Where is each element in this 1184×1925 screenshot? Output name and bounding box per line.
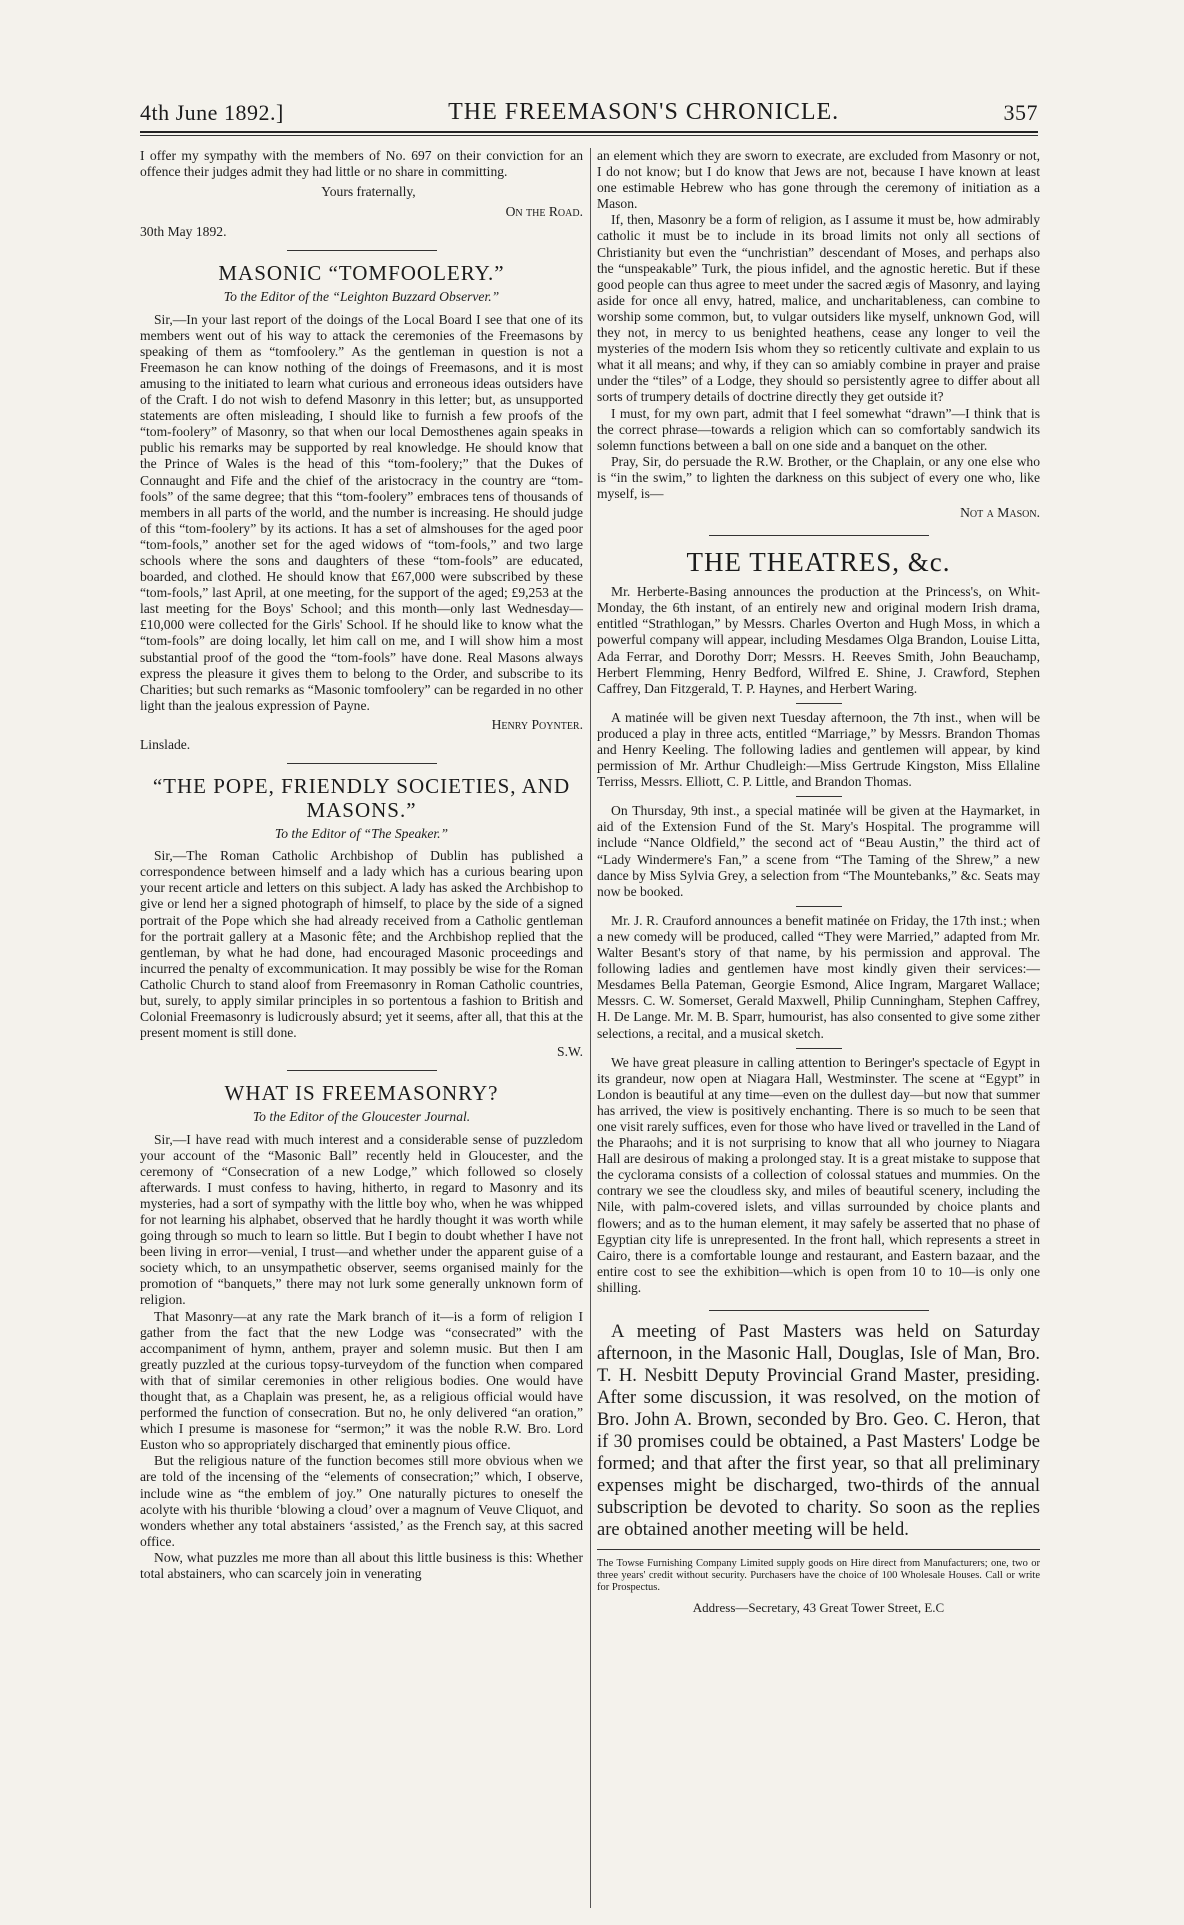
article-paragraph: Sir,—I have read with much interest and a considerable sense of puzzledom your account of the “Masonic Ball” recently held in Gloucester, and the ceremony of “Consecration of a new Lodge,” which followed so closely afterwards. I must confess to having, hitherto, in regard to Masonry and its mysteries, had a sort of sympathy with the little boy who, when he was whipped for not learning his alphabet, observed that he hardly thought it was worth while going through so much to learn so little. But I begin to doubt whether I have not been living in error—venial, I trust—and whether under the apparent guise of a society which, to an unsympathetic observer, seems organised mainly for the promotion of “banquets,” there may not lurk some generally unknown form of religion.: [140, 1131, 583, 1308]
furnishing-advert: The Towse Furnishing Company Limited supply goods on Hire direct from Manufacturers; one, two or three years' credit without security. Purchasers have the choice of 100 Wholesale Houses. Call or write for Prospectus.: [597, 1558, 1040, 1593]
theatre-notice: Mr. J. R. Crauford announces a benefit matinée on Friday, the 17th inst.; when a new comedy will be produced, called “They were Married,” adapted from Mr. Walter Besant's story of that name, by his permission and approval. The following ladies and gentlemen have most kindly given their services:—Mesdames Bella Pateman, Georgie Esmond, Alice Ingram, Margaret Wallace; Messrs. C. W. Somerset, Gerald Maxwell, Philip Cunningham, Stephen Caffrey, H. De Lange. Mr. M. B. Sparr, humourist, has also consented to give some zither selections, a recital, and a musical sketch.: [597, 912, 1040, 1041]
article-body: Sir,—The Roman Catholic Archbishop of Dublin has published a correspondence between himself and a lady which has a curious bearing upon your recent article and letters on this subject. A lady has asked the Archbishop to give or lend her a signed photograph of himself, to place by the side of a signed portrait of the Pope which she had already received from a Catholic gentleman for the portrait gallery at a Masonic fête; and the Archbishop replied that the gentleman, by what he had done, had encouraged Masonic proceedings and incurred the penalty of excommunication. It may possibly be wise for the Roman Catholic Church to stand aloof from Freemasonry in Roman Catholic countries, but, surely, to apply similar principles in so portentous a fashion to British and Colonial Freemasonry is ludicrously absurd; yet it seems, after all, that this at the present moment is still done.: [140, 848, 583, 1041]
article-paragraph: That Masonry—at any rate the Mark branch of it—is a form of religion I gather from the fact that the new Lodge was “consecrated” with the accompaniment of hymn, anthem, prayer and solemn music. But then I am greatly puzzled at the curious topsy-turveydom of the function when compared with that of similar ceremonies in other religious bodies. One would have thought that, as a Chaplain was present, he, as a religious official would have performed the function of consecration. But no, he only delivered “an oration,” which I presume is masonese for “sermon;” it was the noble R.W. Bro. Lord Euston who so appropriately discharged that eminently pious office.: [140, 1308, 583, 1453]
item-separator: [796, 796, 842, 797]
publication-title: THE FREEMASON'S CHRONICLE.: [448, 99, 840, 125]
masthead: [140, 92, 1038, 126]
article-paragraph: But the religious nature of the function becomes still more obvious when we are told of the incensing of the “elements of consecration;” which, I observe, include wine as “the emblem of joy.” One naturally pictures to oneself the acolyte with his thurible ‘blowing a cloud’ over a magnum of Veuve Cliquot, and wonders whether any total abstainers ‘assisted,’ as the French say, at this sacred office.: [140, 1453, 583, 1549]
theatre-notice: A matinée will be given next Tuesday afternoon, the 7th inst., when will be produced a play in three acts, entitled “Marriage,” by Messrs. Brandon Thomas and Henry Keeling. The following ladies and gentlemen will appear, by kind permission of Mr. Arthur Chudleigh:—Miss Gertrude Kingston, Miss Ellaline Terriss, Messrs. Elliott, C. P. Little, and Brandon Thomas.: [597, 709, 1040, 790]
article-paragraph: Now, what puzzles me more than all about this little business is this: Whether total abstainers, who can scarcely join in venerating: [140, 1549, 583, 1582]
item-separator: [796, 1048, 842, 1049]
article-paragraph: If, then, Masonry be a form of religion, as I assume it must be, how admirably catholic it must be to include in its broad limits not only all sections of Christianity but even the “unchristian” descendant of Moses, and perhaps also the “unspeakable” Turk, the pious infidel, and the agnostic heretic. But if these good people can thus agree to meet under the sacred ægis of Masonry, and laying aside for once all envy, hatred, malice, and uncharitableness, can combine to worship some common, but, to vulgar outsiders like myself, unknown God, will they not, in mercy to us benighted heathens, cease any longer to veil the mysteries of the modern Isis whom they so reticently cultivate and explain to us what it all means; and why, if they can so amiably combine in prayer and praise under the “tiles” of a Lodge, they should so persistently agree to differ about all sorts of trumpery details of doctrine directly they get outside it?: [597, 212, 1040, 405]
section-separator: [709, 535, 929, 536]
letter-signature: On the Road.: [505, 204, 583, 220]
masthead-rule-thin: [140, 135, 1038, 136]
theatre-notice: On Thursday, 9th inst., a special matinée will be given at the Haymarket, in aid of the Extension Fund of the St. Mary's Hospital. The programme will include “Nance Oldfield,” the second act of “Beau Austin,” the third act of “Lady Windermere's Fan,” a scene from “The Taming of the Shrew,” a new dance by Miss Sylvia Grey, a selection from “The Mountebanks,” &c. Seats may now be booked.: [597, 803, 1040, 899]
column-divider: [590, 148, 591, 1908]
letter-date: 30th May 1892.: [140, 224, 227, 240]
left-column: [140, 148, 583, 1582]
advert-rule: [597, 1549, 1040, 1550]
section-title-theatres: THE THEATRES, &c.: [686, 547, 951, 578]
letter-closing: Yours fraternally,: [321, 184, 416, 200]
item-separator: [796, 703, 842, 704]
article-addressee: To the Editor of “The Speaker.”: [274, 826, 449, 842]
theatre-notice: Mr. Herberte-Basing announces the production at the Princess's, on Whit-Monday, the 6th instant, of an entirely new and original modern Irish drama, entitled “Strathlogan,” by Messrs. Charles Overton and Hugh Moss, in which a powerful company will appear, including Mesdames Olga Brandon, Louise Litta, Ada Ferrar, and Dorothy Dorr; Messrs. H. Reeves Smith, John Beauchamp, Herbert Flemming, Henry Bedford, Wilfred E. Shine, J. Crawford, Stephen Caffrey, Dan Fitzgerald, T. P. Haynes, and Herbert Waring.: [597, 584, 1040, 696]
advert-address: Address—Secretary, 43 Great Tower Street, E.C: [692, 1600, 945, 1615]
section-separator: [287, 250, 437, 251]
section-separator: [287, 763, 437, 764]
masthead-rule: [140, 131, 1038, 133]
article-addressee: To the Editor of the Gloucester Journal.: [252, 1109, 471, 1125]
issue-date: 4th June 1892.]: [140, 100, 284, 125]
article-paragraph: Pray, Sir, do persuade the R.W. Brother, or the Chaplain, or any one else who is “in the swim,” to lighten the darkness on this subject of every one who, like myself, is—: [597, 453, 1040, 501]
section-separator: [287, 1070, 437, 1071]
item-separator: [796, 906, 842, 907]
article-title-masonic-tomfoolery: MASONIC “TOMFOOLERY.”: [218, 261, 505, 286]
article-signature: S.W.: [557, 1044, 583, 1060]
article-place: Linslade.: [140, 737, 191, 752]
section-separator: [709, 1310, 929, 1311]
article-signature: Henry Poynter.: [491, 716, 583, 732]
article-signature: Not a Mason.: [960, 505, 1040, 521]
right-column: [597, 148, 1040, 1616]
article-title-what-is-freemasonry: WHAT IS FREEMASONRY?: [224, 1081, 499, 1106]
article-body: Sir,—In your last report of the doings of the Local Board I see that one of its members went out of his way to attack the ceremonies of the Freemasons by speaking of them as “tomfoolery.” As the gentleman in question is not a Freemason he can know nothing of the doings of Freemasons, and it is most amusing to the initiated to learn what curious and erroneous ideas outsiders have of the Craft. I do not wish to defend Masonry in this letter; but, as unsupported statements are often misleading, I should like to furnish a few proofs of the “tom-foolery” of Masonry, so that when our local Demosthenes again speaks in public his remarks may be supported by real knowledge. He should know that the Prince of Wales is the head of this “tom-foolery;” that the Dukes of Connaught and Fife and the chief of the aristocracy in the country are “tom-fools” of the same degree; that this “tom-foolery” embraces tens of thousands of members in all parts of the world, and the number is increasing. He should judge of this “tom-foolery” by its actions. It has a set of almshouses for the aged poor “tom-fools,” another set for the aged widows of “tom-fools,” and two large schools where the sons and daughters of these “tom-fools” are educated, boarded, and clothed. He should know that £67,000 were subscribed by these “tom-fools,” last April, at one meeting, for the support of the aged; £9,253 at the last meeting for the Boys' School; and this month—only last Wednesday—£10,000 were collected for the Girls' School. If he should like to know what the “tom-fools” are doing locally, let him call on me, and I will show him a most substantial proof of the good the “tom-fools” have done. Real Masons always express the pleasure it gives them to belong to the Order, and subscribe to its Charities; but such remarks as “Masonic tomfoolery” can be regarded in no other light than the jealous expression of Payne.: [140, 311, 583, 713]
letter-conclusion: I offer my sympathy with the members of No. 697 on their conviction for an offence their judges admit they had little or no share in committing.: [140, 148, 583, 180]
masonic-meeting-notice: A meeting of Past Masters was held on Saturday afternoon, in the Masonic Hall, Douglas, Isle of Man, Bro. T. H. Nesbitt Deputy Provincial Grand Master, presiding. After some discussion, it was resolved, on the motion of Bro. John A. Brown, seconded by Bro. Geo. C. Heron, that if 30 promises could be obtained, a Past Masters' Lodge be formed; and that after the first year, so that all preliminary expenses might be discharged, two-thirds of the annual subscription be devoted to charity. So soon as the replies are obtained another meeting will be held.: [597, 1322, 1040, 1540]
article-addressee: To the Editor of the “Leighton Buzzard Observer.”: [223, 289, 500, 305]
page-number: 357: [1003, 100, 1038, 125]
article-title-pope-friendly-societies: “THE POPE, FRIENDLY SOCIETIES, AND MASONS.”: [152, 774, 571, 823]
theatre-notice: We have great pleasure in calling attention to Beringer's spectacle of Egypt in its grandeur, now open at Niagara Hall, Westminster. The scene at “Egypt” in London is beautiful at any time—even on the dullest day—but now that summer has arrived, the view is positively enchanting. There is so much to be seen that one visit rarely suffices, even for those who have lived or travelled in the Land of the Pharaohs; and it is not surprising to know that all who journey to Niagara Hall are desirous of making a prolonged stay. It is a great mistake to suppose that the cyclorama consists of a collection of colossal statues and mummies. On the contrary we see the cloudless sky, and miles of beautiful scenery, including the Nile, with palm-covered islets, and villas surrounded by choice plants and flowers; and as to the human element, it may safely be asserted that no phase of Egyptian city life is unrepresented. In the front hall, which represents a street in Cairo, there is a comfortable lounge and restaurant, and Eastern bazaar, and the entire cost to see the exhibition—which is open from 10 to 10—is only one shilling.: [597, 1054, 1040, 1295]
article-paragraph: I must, for my own part, admit that I feel somewhat “drawn”—I think that is the correct phrase—towards a religion which can so comfortably sandwich its solemn functions between a ball on one side and a banquet on the other.: [597, 405, 1040, 453]
article-paragraph: an element which they are sworn to execrate, are excluded from Masonry or not, I do not know; but I do know that Jews are not, because I have known at least one estimable Hebrew who has gone through the ceremony of initiation as a Mason.: [597, 148, 1040, 212]
